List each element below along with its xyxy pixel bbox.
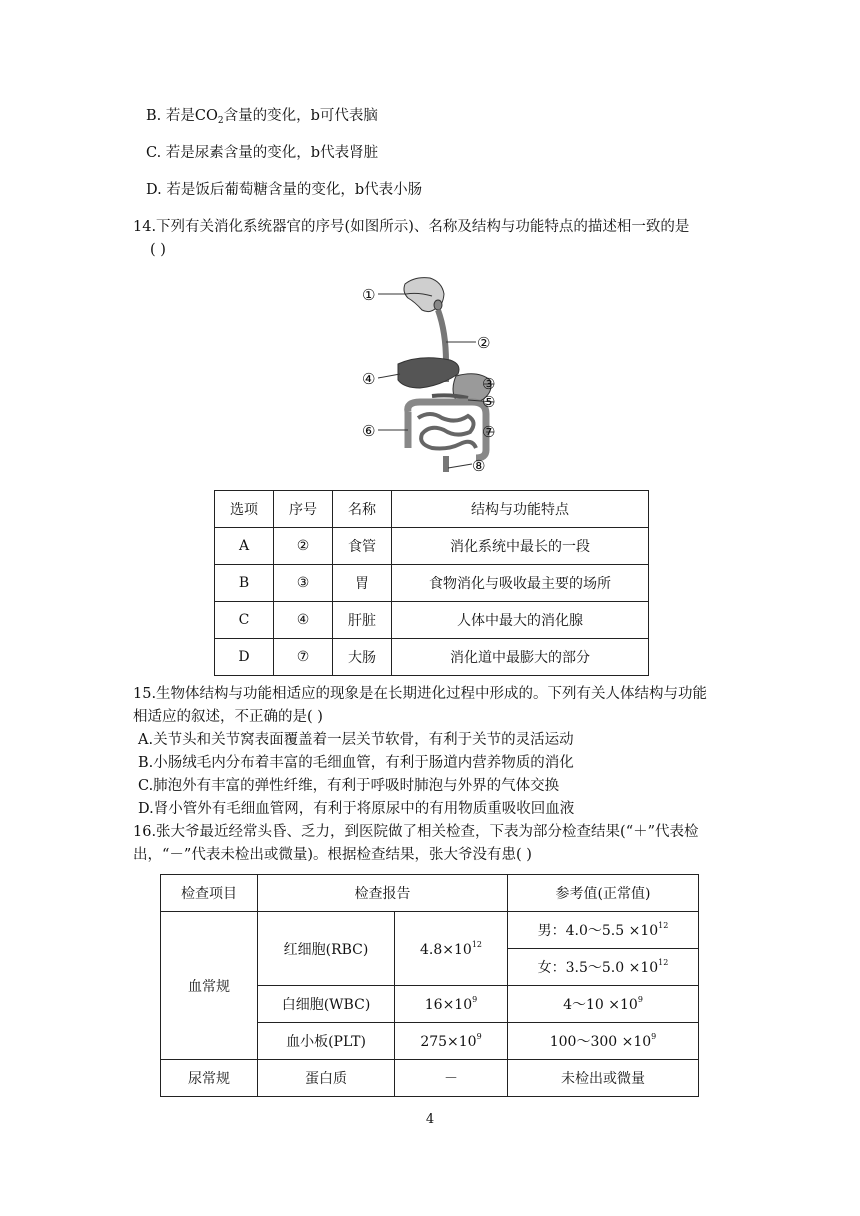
header-cell: 参考值(正常值) — [508, 875, 699, 912]
q16-stem-line2: 出，“－”代表未检出或微量)。根据检查结果，张大爷没有患( ) — [133, 847, 532, 863]
table-cell: 尿常规 — [161, 1060, 258, 1097]
table-cell: 蛋白质 — [258, 1060, 395, 1097]
table-cell: 食物消化与吸收最主要的场所 — [392, 565, 649, 602]
table-cell: D — [215, 639, 274, 676]
table-row — [161, 912, 699, 949]
table-cell: ② — [274, 528, 333, 565]
header-cell: 检查项目 — [161, 875, 258, 912]
table-cell: 人体中最大的消化腺 — [392, 602, 649, 639]
table-cell: 消化系统中最长的一段 — [392, 528, 649, 565]
table-cell: 血小板(PLT) — [258, 1023, 395, 1060]
table-cell: 未检出或微量 — [508, 1060, 699, 1097]
q15-stem-line2: 相适应的叙述，不正确的是( ) — [133, 709, 323, 725]
table-cell: ③ — [274, 565, 333, 602]
q16-stem-line1: 16.张大爷最近经常头昏、乏力，到医院做了相关检查，下表为部分检查结果(“＋”代表检 — [133, 824, 699, 840]
table-row — [215, 528, 649, 565]
table-header-row — [215, 491, 649, 528]
q14-stem: 14.下列有关消化系统器官的序号(如图所示)、名称及结构与功能特点的描述相一致的是 — [133, 219, 690, 235]
table-cell: $4.8\times 10^{12}$ — [395, 912, 508, 986]
q13-option-c: C. 若是尿素含量的变化，b代表肾脏 — [146, 145, 379, 161]
diagram-label-1: ① — [362, 286, 376, 304]
table-cell: ④ — [274, 602, 333, 639]
table-row — [215, 639, 649, 676]
q13-option-d: D. 若是饭后葡萄糖含量的变化，b代表小肠 — [146, 182, 423, 198]
table-cell: － — [395, 1060, 508, 1097]
q14-answer-paren: ( ) — [150, 242, 166, 258]
q13-option-b: B. 若是$CO_2$含量的变化，b可代表脑 — [146, 108, 378, 126]
header-cell: 结构与功能特点 — [392, 491, 649, 528]
q15-option-b: B.小肠绒毛内分布着丰富的毛细血管，有利于肠道内营养物质的消化 — [138, 755, 574, 771]
q15-option-c: C.肺泡外有丰富的弹性纤维，有利于呼吸时肺泡与外界的气体交换 — [138, 778, 560, 794]
table-cell: B — [215, 565, 274, 602]
q15-stem-line1: 15.生物体结构与功能相适应的现象是在长期进化过程中形成的。下列有关人体结构与功能 — [133, 686, 708, 702]
header-cell: 选项 — [215, 491, 274, 528]
q16-table — [160, 874, 699, 1097]
table-cell: 男：4.0～5.5 $\times 10^{12}$ — [508, 912, 699, 949]
table-cell: 白细胞(WBC) — [258, 986, 395, 1023]
diagram-label-4: ④ — [362, 370, 376, 388]
header-cell: 名称 — [333, 491, 392, 528]
table-row — [161, 1060, 699, 1097]
table-cell: 食管 — [333, 528, 392, 565]
table-cell: 100～300 $\times 10^9$ — [508, 1023, 699, 1060]
header-cell: 检查报告 — [258, 875, 508, 912]
table-cell: 血常规 — [161, 912, 258, 1060]
digestive-system-diagram — [360, 272, 500, 477]
diagram-label-7: ⑦ — [482, 423, 496, 441]
diagram-label-3: ③ — [482, 375, 496, 393]
table-row — [215, 565, 649, 602]
diagram-label-8: ⑧ — [472, 457, 486, 475]
diagram-label-5: ⑤ — [482, 393, 496, 411]
table-cell: ⑦ — [274, 639, 333, 676]
q15-option-a: A.关节头和关节窝表面覆盖着一层关节软骨，有利于关节的灵活运动 — [138, 732, 574, 748]
table-cell: 胃 — [333, 565, 392, 602]
table-header-row — [161, 875, 699, 912]
diagram-label-2: ② — [477, 334, 491, 352]
table-cell: C — [215, 602, 274, 639]
table-cell: 红细胞(RBC) — [258, 912, 395, 986]
q15-option-d: D.肾小管外有毛细血管网，有利于将原尿中的有用物质重吸收回血液 — [138, 801, 575, 817]
header-cell: 序号 — [274, 491, 333, 528]
table-row — [215, 602, 649, 639]
diagram-label-6: ⑥ — [362, 422, 376, 440]
table-cell: 肝脏 — [333, 602, 392, 639]
table-cell: $16\times 10^9$ — [395, 986, 508, 1023]
table-cell: 女：3.5～5.0 $\times 10^{12}$ — [508, 949, 699, 986]
page-number: 4 — [425, 1112, 435, 1127]
table-cell: $275\times 10^9$ — [395, 1023, 508, 1060]
table-cell: 大肠 — [333, 639, 392, 676]
q14-table — [214, 490, 649, 676]
table-cell: 消化道中最膨大的部分 — [392, 639, 649, 676]
table-cell: 4～10 $\times 10^9$ — [508, 986, 699, 1023]
table-cell: A — [215, 528, 274, 565]
